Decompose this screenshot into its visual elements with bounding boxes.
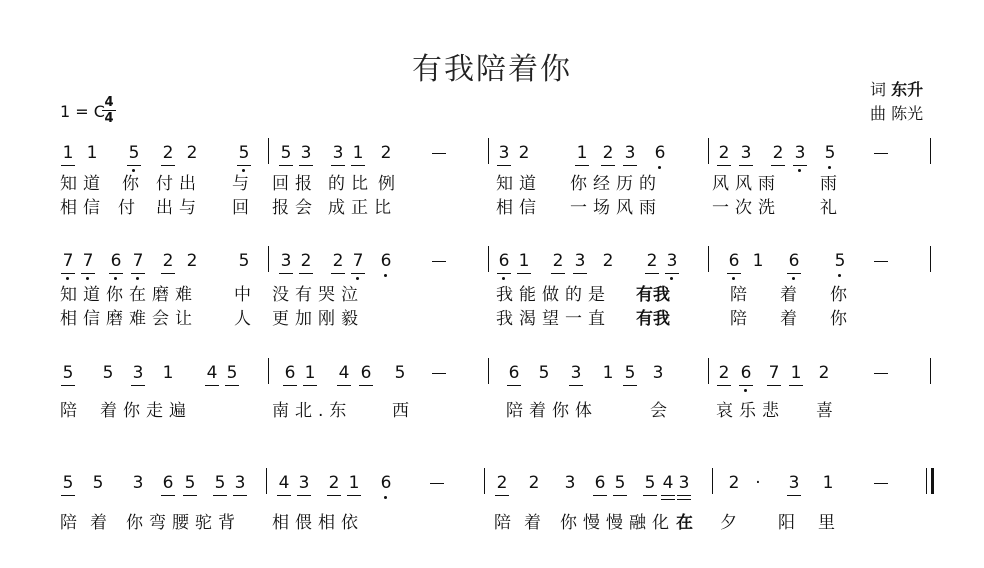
- eighth-underline: [161, 273, 175, 274]
- eighth-underline: [613, 495, 627, 496]
- composer-line: 曲 陈光: [870, 104, 924, 123]
- note: 5: [644, 473, 656, 493]
- eighth-underline: [771, 165, 785, 166]
- note: 3: [678, 473, 690, 493]
- low-octave-dot: [744, 389, 747, 392]
- lyric-verse-2: 相信: [496, 198, 542, 218]
- eighth-underline: [665, 273, 679, 274]
- lyric-verse-1: 陪: [730, 285, 753, 305]
- eighth-underline: [569, 385, 583, 386]
- time-signature: 4 4: [102, 96, 116, 125]
- low-octave-dot: [838, 274, 841, 277]
- lyric-verse-1: 陪: [60, 513, 83, 533]
- lyric-verse-2: 成正比: [328, 198, 397, 218]
- lyric-verse-1: 着: [524, 513, 547, 533]
- eighth-underline: [183, 495, 197, 496]
- barline: [488, 138, 489, 164]
- note: 1: [162, 363, 174, 383]
- lyric-verse-1: 着: [90, 513, 113, 533]
- note: 5: [614, 473, 626, 493]
- note: 1: [518, 251, 530, 271]
- note: 4: [662, 473, 674, 493]
- eighth-underline: [205, 385, 219, 386]
- lyric-verse-1: 着: [780, 285, 803, 305]
- lyric-verse-1: 里: [818, 513, 841, 533]
- note: 6: [360, 363, 372, 383]
- sustain-dash: [430, 483, 444, 484]
- lyric-verse-2: 你: [830, 309, 853, 329]
- barline: [708, 246, 709, 272]
- eighth-underline: [727, 273, 741, 274]
- eighth-underline: [331, 273, 345, 274]
- note: 2: [332, 251, 344, 271]
- low-octave-dot: [798, 169, 801, 172]
- note: 2: [646, 251, 658, 271]
- note: 1: [86, 143, 98, 163]
- augmentation-dot: ·: [755, 473, 761, 493]
- barline: [268, 138, 269, 164]
- lyric-verse-1: 你弯腰驼背: [126, 513, 241, 533]
- eighth-underline: [573, 273, 587, 274]
- note: 2: [328, 473, 340, 493]
- eighth-underline: [81, 273, 95, 274]
- eighth-underline: [351, 165, 365, 166]
- lyric-verse-1: 你经历的: [570, 174, 662, 194]
- credits: [870, 78, 923, 126]
- note: 5: [238, 251, 250, 271]
- note: 5: [214, 473, 226, 493]
- eighth-underline: [767, 385, 781, 386]
- note: 1: [62, 143, 74, 163]
- eighth-underline: [225, 385, 239, 386]
- final-barline-thick: [931, 468, 934, 494]
- note: 6: [740, 363, 752, 383]
- note: 2: [772, 143, 784, 163]
- note: 2: [186, 143, 198, 163]
- barline-end: [930, 358, 931, 384]
- lyric-verse-1: 风风雨: [712, 174, 781, 194]
- note: 3: [300, 143, 312, 163]
- lyric-verse-2: 相信磨难会让: [60, 309, 198, 329]
- note: 1: [602, 363, 614, 383]
- final-barline-thin: [926, 468, 927, 494]
- lyric-verse-1: 南北.东: [272, 401, 353, 421]
- sustain-dash: [874, 261, 888, 262]
- eighth-underline: [497, 165, 511, 166]
- note: 5: [280, 143, 292, 163]
- eighth-underline: [645, 273, 659, 274]
- eighth-underline: [237, 165, 251, 166]
- barline-end: [930, 138, 931, 164]
- lyric-verse-1: 在: [676, 513, 693, 533]
- note: 1: [790, 363, 802, 383]
- note: 2: [818, 363, 830, 383]
- eighth-underline: [661, 495, 675, 496]
- barline: [268, 246, 269, 272]
- note: 5: [624, 363, 636, 383]
- note: 5: [226, 363, 238, 383]
- note: 3: [652, 363, 664, 383]
- note: 6: [380, 251, 392, 271]
- sustain-dash: [432, 153, 446, 154]
- note: 2: [718, 143, 730, 163]
- lyric-verse-1: 你慢慢融化: [560, 513, 675, 533]
- lyric-verse-2: 陪: [730, 309, 753, 329]
- lyric-verse-2: 出与: [156, 198, 202, 218]
- lyricist-line: 词 东升: [870, 80, 924, 99]
- note: 6: [508, 363, 520, 383]
- eighth-underline: [623, 385, 637, 386]
- note: 5: [238, 143, 250, 163]
- lyric-verse-1: 例: [378, 174, 401, 194]
- note: 3: [564, 473, 576, 493]
- low-octave-dot: [384, 274, 387, 277]
- eighth-underline: [299, 273, 313, 274]
- low-octave-dot: [670, 277, 673, 280]
- eighth-underline: [495, 495, 509, 496]
- note: 2: [602, 143, 614, 163]
- eighth-underline: [297, 495, 311, 496]
- lyric-verse-2: 相信: [60, 198, 106, 218]
- eighth-underline: [601, 165, 615, 166]
- lyric-verse-1: 着你走遍: [100, 401, 192, 421]
- note: 5: [102, 363, 114, 383]
- lyric-verse-1: 回报: [272, 174, 318, 194]
- sustain-dash: [432, 373, 446, 374]
- note: 2: [162, 251, 174, 271]
- lyric-verse-2: 报会: [272, 198, 318, 218]
- eighth-underline: [677, 495, 691, 496]
- lyric-verse-1: 西: [392, 401, 415, 421]
- note: 2: [496, 473, 508, 493]
- eighth-underline: [789, 385, 803, 386]
- note: 5: [128, 143, 140, 163]
- barline-end: [930, 246, 931, 272]
- note: 5: [834, 251, 846, 271]
- lyric-verse-1: 哀乐悲: [716, 401, 785, 421]
- note: 3: [498, 143, 510, 163]
- barline: [708, 138, 709, 164]
- note: 7: [768, 363, 780, 383]
- lyric-verse-1: 中: [234, 285, 257, 305]
- eighth-underline: [739, 385, 753, 386]
- lyric-verse-1: 雨: [820, 174, 843, 194]
- note: 5: [394, 363, 406, 383]
- note: 1: [348, 473, 360, 493]
- sixteenth-underline: [677, 499, 691, 500]
- note: 3: [666, 251, 678, 271]
- barline: [484, 468, 485, 494]
- note: 7: [82, 251, 94, 271]
- note: 3: [132, 363, 144, 383]
- note: 3: [574, 251, 586, 271]
- lyric-verse-1: 会: [650, 401, 673, 421]
- note: 6: [654, 143, 666, 163]
- lyric-verse-1: 知道: [60, 174, 106, 194]
- note: 1: [822, 473, 834, 493]
- note: 3: [332, 143, 344, 163]
- lyric-verse-2: 礼: [820, 198, 843, 218]
- low-octave-dot: [384, 496, 387, 499]
- note: 2: [380, 143, 392, 163]
- note: 5: [92, 473, 104, 493]
- note: 3: [570, 363, 582, 383]
- lyric-verse-2: 回: [232, 198, 255, 218]
- barline: [488, 246, 489, 272]
- note: 3: [624, 143, 636, 163]
- note: 2: [518, 143, 530, 163]
- sustain-dash: [874, 483, 888, 484]
- eighth-underline: [787, 273, 801, 274]
- note: 3: [234, 473, 246, 493]
- note: 2: [552, 251, 564, 271]
- lyric-verse-1: 你: [122, 174, 145, 194]
- eighth-underline: [61, 165, 75, 166]
- note: 6: [162, 473, 174, 493]
- eighth-underline: [593, 495, 607, 496]
- note: 7: [62, 251, 74, 271]
- eighth-underline: [131, 385, 145, 386]
- note: 5: [538, 363, 550, 383]
- eighth-underline: [551, 273, 565, 274]
- eighth-underline: [337, 385, 351, 386]
- eighth-underline: [623, 165, 637, 166]
- eighth-underline: [161, 165, 175, 166]
- eighth-underline: [643, 495, 657, 496]
- note: 6: [498, 251, 510, 271]
- eighth-underline: [277, 495, 291, 496]
- note: 6: [110, 251, 122, 271]
- eighth-underline: [233, 495, 247, 496]
- barline: [488, 358, 489, 384]
- note: 3: [788, 473, 800, 493]
- note: 3: [794, 143, 806, 163]
- note: 3: [280, 251, 292, 271]
- lyric-verse-2: 更加刚毅: [272, 309, 364, 329]
- lyric-verse-1: 陪着你体: [506, 401, 598, 421]
- lyric-verse-2: 有我: [636, 309, 670, 329]
- eighth-underline: [507, 385, 521, 386]
- note: 2: [728, 473, 740, 493]
- note: 5: [62, 363, 74, 383]
- lyric-verse-1: 与: [232, 174, 255, 194]
- note: 3: [298, 473, 310, 493]
- lyric-verse-1: 有我: [636, 285, 670, 305]
- eighth-underline: [717, 385, 731, 386]
- lyric-verse-1: 夕: [720, 513, 743, 533]
- note: 4: [338, 363, 350, 383]
- note: 6: [594, 473, 606, 493]
- sustain-dash: [874, 373, 888, 374]
- eighth-underline: [787, 495, 801, 496]
- lyric-verse-1: 陪: [494, 513, 517, 533]
- lyric-verse-2: 一场风雨: [570, 198, 662, 218]
- lyric-verse-2: 付: [118, 198, 141, 218]
- eighth-underline: [61, 273, 75, 274]
- lyric-verse-1: 的比: [328, 174, 374, 194]
- note: 2: [300, 251, 312, 271]
- lyric-verse-1: 喜: [816, 401, 839, 421]
- eighth-underline: [351, 273, 365, 274]
- eighth-underline: [739, 165, 753, 166]
- lyric-verse-2: 人: [234, 309, 257, 329]
- eighth-underline: [327, 495, 341, 496]
- eighth-underline: [279, 273, 293, 274]
- note: 5: [184, 473, 196, 493]
- note: 4: [206, 363, 218, 383]
- eighth-underline: [331, 165, 345, 166]
- note: 6: [284, 363, 296, 383]
- eighth-underline: [299, 165, 313, 166]
- key-signature: 1 = C: [60, 102, 105, 121]
- lyric-verse-1: 我能做的是: [496, 285, 611, 305]
- lyric-verse-1: 陪: [60, 401, 83, 421]
- lyric-verse-2: 着: [780, 309, 803, 329]
- lyric-verse-1: 没有哭泣: [272, 285, 364, 305]
- note: 4: [278, 473, 290, 493]
- lyric-verse-1: 付出: [156, 174, 202, 194]
- note: 1: [576, 143, 588, 163]
- note: 1: [752, 251, 764, 271]
- eighth-underline: [347, 495, 361, 496]
- lyric-verse-1: 你: [830, 285, 853, 305]
- note: 1: [304, 363, 316, 383]
- eighth-underline: [161, 495, 175, 496]
- eighth-underline: [283, 385, 297, 386]
- note: 5: [824, 143, 836, 163]
- sustain-dash: [432, 261, 446, 262]
- note: 6: [728, 251, 740, 271]
- lyric-verse-1: 知道你在磨难: [60, 285, 198, 305]
- eighth-underline: [575, 165, 589, 166]
- note: 5: [62, 473, 74, 493]
- barline: [708, 358, 709, 384]
- note: 2: [528, 473, 540, 493]
- note: 6: [380, 473, 392, 493]
- note: 2: [718, 363, 730, 383]
- song-title: 有我陪着你: [412, 52, 572, 87]
- note: 2: [602, 251, 614, 271]
- barline: [268, 358, 269, 384]
- eighth-underline: [61, 495, 75, 496]
- note: 7: [352, 251, 364, 271]
- eighth-underline: [131, 273, 145, 274]
- lyric-verse-2: 一次洗: [712, 198, 781, 218]
- sixteenth-underline: [661, 499, 675, 500]
- lyric-verse-1: 阳: [778, 513, 801, 533]
- eighth-underline: [213, 495, 227, 496]
- eighth-underline: [717, 165, 731, 166]
- eighth-underline: [303, 385, 317, 386]
- note: 3: [132, 473, 144, 493]
- eighth-underline: [279, 165, 293, 166]
- note: 2: [186, 251, 198, 271]
- sustain-dash: [874, 153, 888, 154]
- eighth-underline: [359, 385, 373, 386]
- eighth-underline: [127, 165, 141, 166]
- lyric-verse-1: 知道: [496, 174, 542, 194]
- note: 7: [132, 251, 144, 271]
- eighth-underline: [497, 273, 511, 274]
- eighth-underline: [517, 273, 531, 274]
- barline: [712, 468, 713, 494]
- eighth-underline: [61, 385, 75, 386]
- note: 6: [788, 251, 800, 271]
- lyric-verse-2: 我渴望一直: [496, 309, 611, 329]
- barline: [266, 468, 267, 494]
- lyric-verse-1: 相偎相依: [272, 513, 364, 533]
- note: 2: [162, 143, 174, 163]
- note: 3: [740, 143, 752, 163]
- note: 1: [352, 143, 364, 163]
- eighth-underline: [793, 165, 807, 166]
- eighth-underline: [109, 273, 123, 274]
